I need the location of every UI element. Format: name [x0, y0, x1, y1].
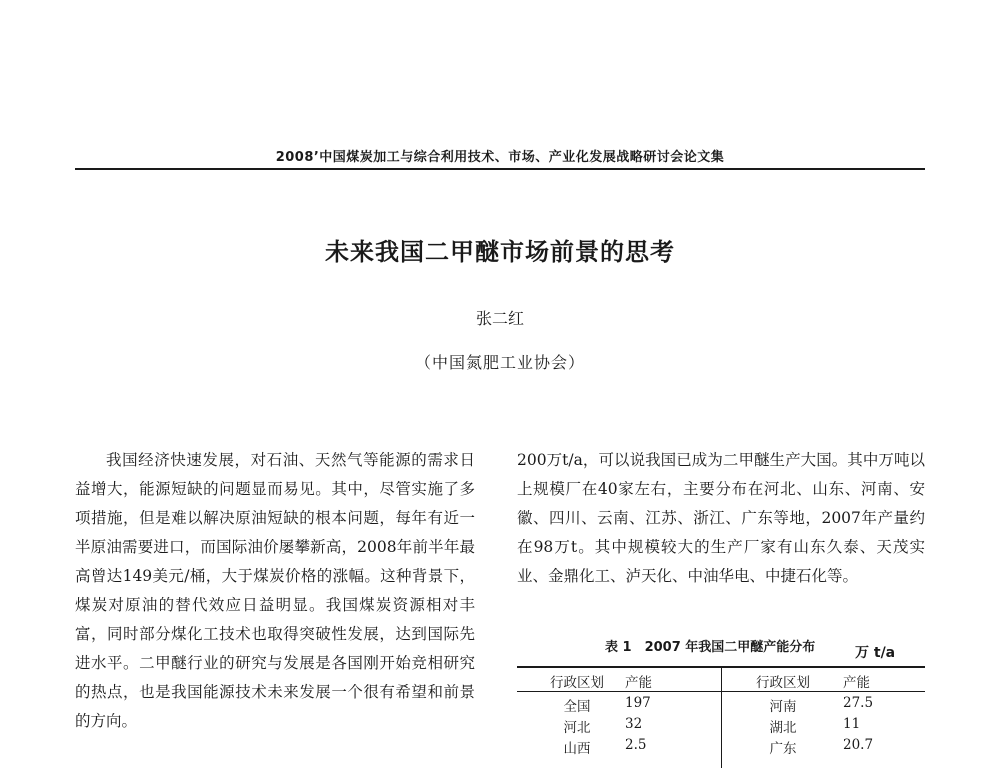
table-cell: 全国 — [563, 699, 591, 715]
table-cell: 湖北 — [769, 720, 797, 736]
table-cell: 27.5 — [843, 695, 874, 711]
running-head: 2008’中国煤炭加工与综合利用技术、市场、产业化发展战略研讨会论文集 — [275, 150, 725, 165]
table-cell: 32 — [625, 716, 643, 732]
body-paragraph: 我国经济快速发展，对石油、天然气等能源的需求日益增大，能源短缺的问题显而易见。其中，尽管实施了多项措施，但是难以解决原油短缺的根本问题，每年有近一半原油需要进口，而国际油价屡攀新高，2008年前半年最高曾达149美元/桶，大于煤炭价格的涨幅。这种背景下，煤炭对原油的替代效应日益明显。我国煤炭资源相对丰富，同时部分煤化工技术也取得突破性发展，达到国际先进水平。二甲醚行业的研究与发展是各国刚开始竞相研究的热点，也是我国能源技术未来发展一个很有希望和前景的方向。 — [75, 451, 475, 730]
body-column-left — [75, 446, 475, 736]
author-name: 张二红 — [475, 309, 524, 328]
body-paragraph: 200万t/a，可以说我国已成为二甲醚生产大国。其中万吨以上规模厂在40家左右，主要分布在河北、山东、河南、安徽、四川、云南、江苏、浙江、广东等地，2007年产量约在98万t。其中规模较大的生产厂家有山东久泰、天茂实业、金鼎化工、泸天化、中油华电、中捷石化等。 — [517, 451, 925, 585]
table-header-cell: 行政区划 — [550, 675, 604, 691]
table-caption-text: 表 1 2007 年我国二甲醚产能分布 — [605, 640, 816, 655]
table-header-cell: 行政区划 — [756, 675, 810, 691]
table-row — [517, 734, 925, 755]
table-header-cell: 产能 — [625, 675, 652, 691]
table-unit: 万 t/a — [855, 645, 896, 661]
capacity-table — [517, 666, 925, 755]
table-cell: 2.5 — [625, 737, 647, 753]
table-row — [517, 713, 925, 734]
table-header-cell: 产能 — [843, 675, 870, 691]
table-cell: 20.7 — [843, 737, 874, 753]
table-cell: 广东 — [769, 741, 797, 757]
table-cell: 山西 — [563, 741, 591, 757]
article-title: 未来我国二甲醚市场前景的思考 — [325, 238, 675, 266]
author-affiliation: （中国氮肥工业协会） — [414, 353, 585, 372]
table-cell: 河北 — [563, 720, 591, 736]
table-header-row — [517, 668, 925, 692]
table-cell: 197 — [625, 695, 651, 711]
table-cell: 11 — [843, 716, 861, 732]
table-row — [517, 692, 925, 713]
table-cell: 河南 — [769, 699, 797, 715]
body-column-right — [517, 446, 925, 591]
header-rule — [75, 168, 925, 170]
